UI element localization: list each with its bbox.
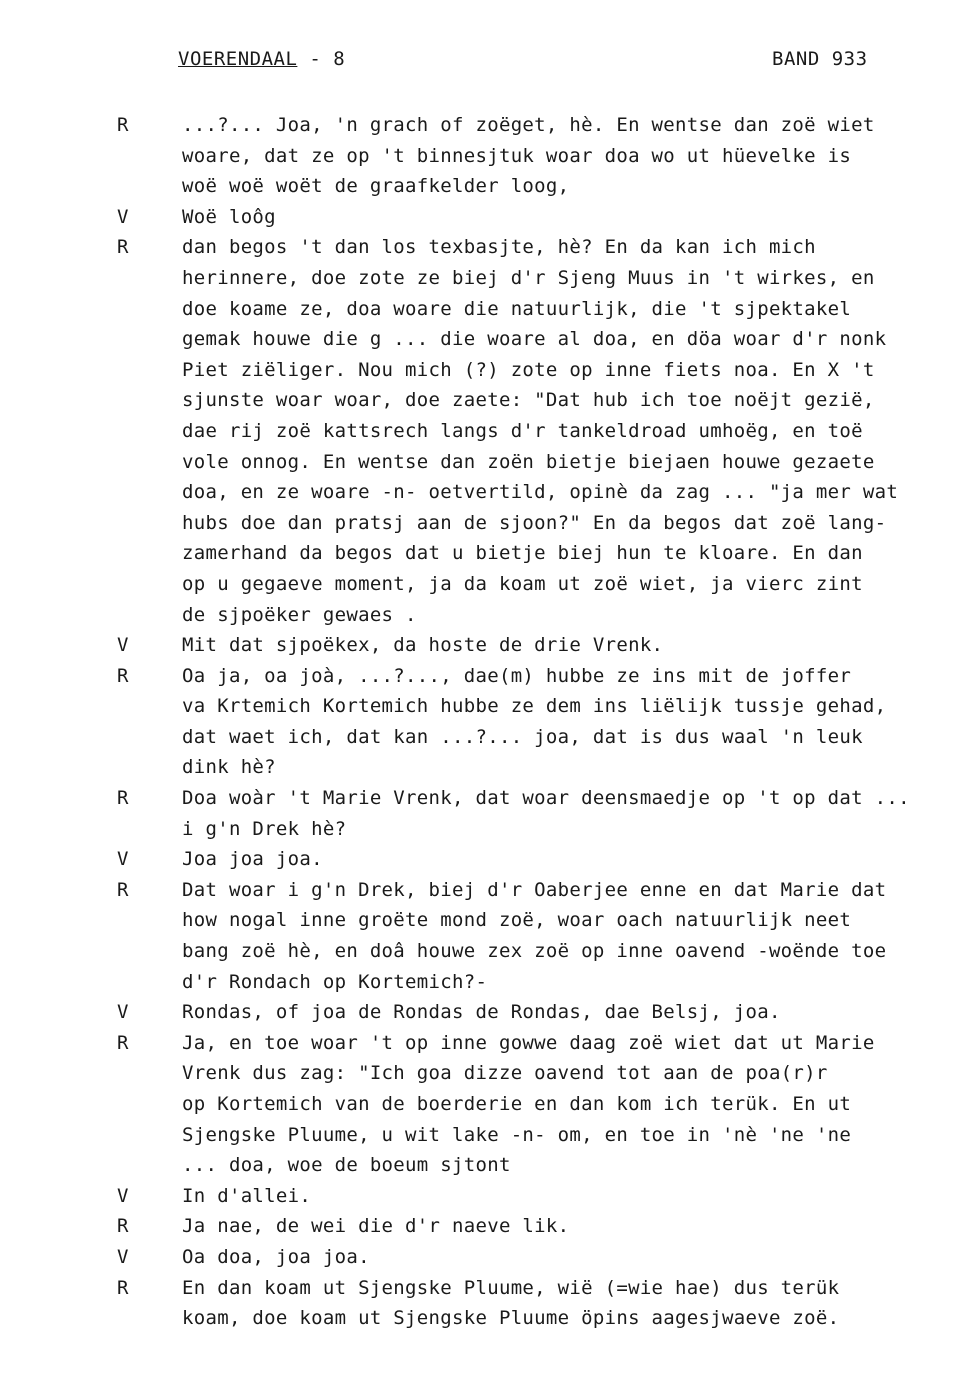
utterance-line: hubs doe dan pratsj aan de sjoon?" En da begos dat zoë lang- bbox=[182, 511, 887, 534]
utterance bbox=[182, 661, 962, 783]
utterance-line: Woë loôg bbox=[182, 205, 276, 228]
utterance bbox=[182, 1181, 962, 1212]
utterance bbox=[182, 110, 962, 202]
utterance-line: dink hè? bbox=[182, 756, 276, 779]
utterance-line: Ja, en toe woar 't op inne gowwe daag zoë wiet dat ut Marie bbox=[182, 1031, 875, 1054]
transcript-turn bbox=[0, 1273, 979, 1334]
utterance-line: Oa doa, joa joa. bbox=[182, 1245, 370, 1268]
speaker-label: R bbox=[117, 236, 129, 259]
utterance-line: Sjengske Pluume, u wit lake -n- om, en toe in 'nè 'ne 'ne bbox=[182, 1123, 852, 1146]
speaker-label: R bbox=[117, 1276, 129, 1299]
utterance-line: dat waet ich, dat kan ...?... joa, dat is dus waal 'n leuk bbox=[182, 725, 863, 748]
transcript-turn bbox=[0, 1211, 979, 1242]
utterance-line: gemak houwe die g ... die woare al doa, en döa woar d'r nonk bbox=[182, 328, 887, 351]
transcript-turn bbox=[0, 661, 979, 783]
utterance-line: zamerhand da begos dat u bietje biej hun te kloare. En dan bbox=[182, 542, 863, 565]
utterance-line: how nogal inne groëte mond zoë, woar oach natuurlijk neet bbox=[182, 909, 852, 932]
band-label: BAND 933 bbox=[772, 48, 868, 70]
utterance-line: dan begos 't dan los texbasjte, hè? En da kan ich mich bbox=[182, 236, 816, 259]
utterance-line: sjunste woar woar, doe zaete: "Dat hub ich toe noëjt gezië, bbox=[182, 389, 875, 412]
utterance-line: op u gegaeve moment, ja da koam ut zoë wiet, ja vierc zint bbox=[182, 572, 863, 595]
utterance-line: Ja nae, de wei die d'r naeve lik. bbox=[182, 1215, 570, 1238]
transcript-turn bbox=[0, 110, 979, 202]
utterance-line: de sjpoëker gewaes . bbox=[182, 603, 417, 626]
speaker-label: V bbox=[117, 1001, 129, 1024]
utterance-line: woare, dat ze op 't binnesjtuk woar doa wo ut hüevelke is bbox=[182, 144, 852, 167]
utterance-line: op Kortemich van de boerderie en dan kom ich terük. En ut bbox=[182, 1093, 852, 1115]
utterance bbox=[182, 630, 962, 661]
utterance-line: In d'allei. bbox=[182, 1184, 312, 1207]
speaker-label: R bbox=[117, 664, 129, 687]
page-number: - 8 bbox=[297, 48, 346, 70]
utterance-line: Piet ziëliger. Nou mich (?) zote op inne fiets noa. En X 't bbox=[182, 358, 875, 381]
transcript-turn bbox=[0, 1242, 979, 1273]
utterance bbox=[182, 997, 962, 1028]
utterance-line: En dan koam ut Sjengske Pluume, wië (=wie hae) dus terük bbox=[182, 1276, 840, 1299]
utterance-line: bang zoë hè, en doâ houwe zex zoë op inne oavend -woënde toe bbox=[182, 940, 887, 963]
utterance bbox=[182, 1242, 962, 1273]
transcript-turn bbox=[0, 844, 979, 875]
speaker-label: V bbox=[117, 848, 129, 871]
utterance-line: woë woë woët de graafkelder loog, bbox=[182, 175, 570, 198]
utterance-line: herinnere, doe zote ze biej d'r Sjeng Muus in 't wirkes, en bbox=[182, 266, 875, 289]
utterance-line: Dat woar i g'n Drek, biej d'r Oaberjee enne en dat Marie dat bbox=[182, 878, 887, 901]
utterance-line: i g'n Drek hè? bbox=[182, 817, 347, 840]
utterance bbox=[182, 875, 962, 997]
speaker-label: V bbox=[117, 634, 129, 657]
utterance-line: Mit dat sjpoëkex, da hoste de drie Vrenk. bbox=[182, 634, 664, 657]
utterance bbox=[182, 202, 962, 233]
utterance-line: doa, en ze woare -n- oetvertild, opinè da zag ... "ja mer wat bbox=[182, 481, 899, 504]
speaker-label: R bbox=[117, 1215, 129, 1238]
speaker-label: R bbox=[117, 787, 129, 810]
utterance-line: va Krtemich Kortemich hubbe ze dem ins liëlijk tussje gehad, bbox=[182, 695, 887, 718]
speaker-label: R bbox=[117, 114, 129, 136]
utterance-line: vole onnog. En wentse dan zoën bietje biejaen houwe gezaete bbox=[182, 450, 875, 473]
transcript-turn bbox=[0, 997, 979, 1028]
utterance-line: doe koame ze, doa woare die natuurlijk, die 't sjpektakel bbox=[182, 297, 852, 320]
utterance-line: Oa ja, oa joà, ...?..., dae(m) hubbe ze ins mit de joffer bbox=[182, 664, 852, 687]
utterance bbox=[182, 1211, 962, 1242]
utterance-line: Vrenk dus zag: "Ich goa dizze oavend tot aan de poa(r)r bbox=[182, 1062, 828, 1085]
document-title: VOERENDAAL bbox=[178, 48, 298, 70]
transcript-turn bbox=[0, 875, 979, 997]
speaker-label: R bbox=[117, 878, 129, 901]
utterance-line: d'r Rondach op Kortemich?- bbox=[182, 970, 488, 993]
speaker-label: V bbox=[117, 1245, 129, 1268]
speaker-label: V bbox=[117, 1184, 129, 1207]
utterance-line: Doa woàr 't Marie Vrenk, dat woar deensmaedje op 't op dat ... bbox=[182, 787, 910, 810]
transcript-turn bbox=[0, 1181, 979, 1212]
utterance-line: ...?... Joa, 'n grach of zoëget, hè. En wentse dan zoë wiet bbox=[182, 114, 875, 136]
speaker-label: R bbox=[117, 1031, 129, 1054]
utterance bbox=[182, 232, 962, 630]
page-header-left bbox=[178, 48, 345, 70]
utterance bbox=[182, 1273, 962, 1334]
utterance-line: Joa joa joa. bbox=[182, 848, 323, 871]
transcript bbox=[0, 110, 979, 1334]
transcript-turn bbox=[0, 783, 979, 844]
utterance bbox=[182, 783, 962, 844]
utterance bbox=[182, 844, 962, 875]
speaker-label: V bbox=[117, 205, 129, 228]
utterance bbox=[182, 1028, 962, 1181]
utterance-line: Rondas, of joa de Rondas de Rondas, dae Belsj, joa. bbox=[182, 1001, 781, 1024]
transcript-turn bbox=[0, 202, 979, 233]
utterance-line: dae rij zoë kattsrech langs d'r tankeldroad umhoëg, en toë bbox=[182, 419, 863, 442]
utterance-line: koam, doe koam ut Sjengske Pluume öpins aagesjwaeve zoë. bbox=[182, 1307, 840, 1330]
utterance-line: ... doa, woe de boeum sjtont bbox=[182, 1154, 511, 1177]
transcript-turn bbox=[0, 232, 979, 630]
transcript-turn bbox=[0, 1028, 979, 1181]
transcript-turn bbox=[0, 630, 979, 661]
